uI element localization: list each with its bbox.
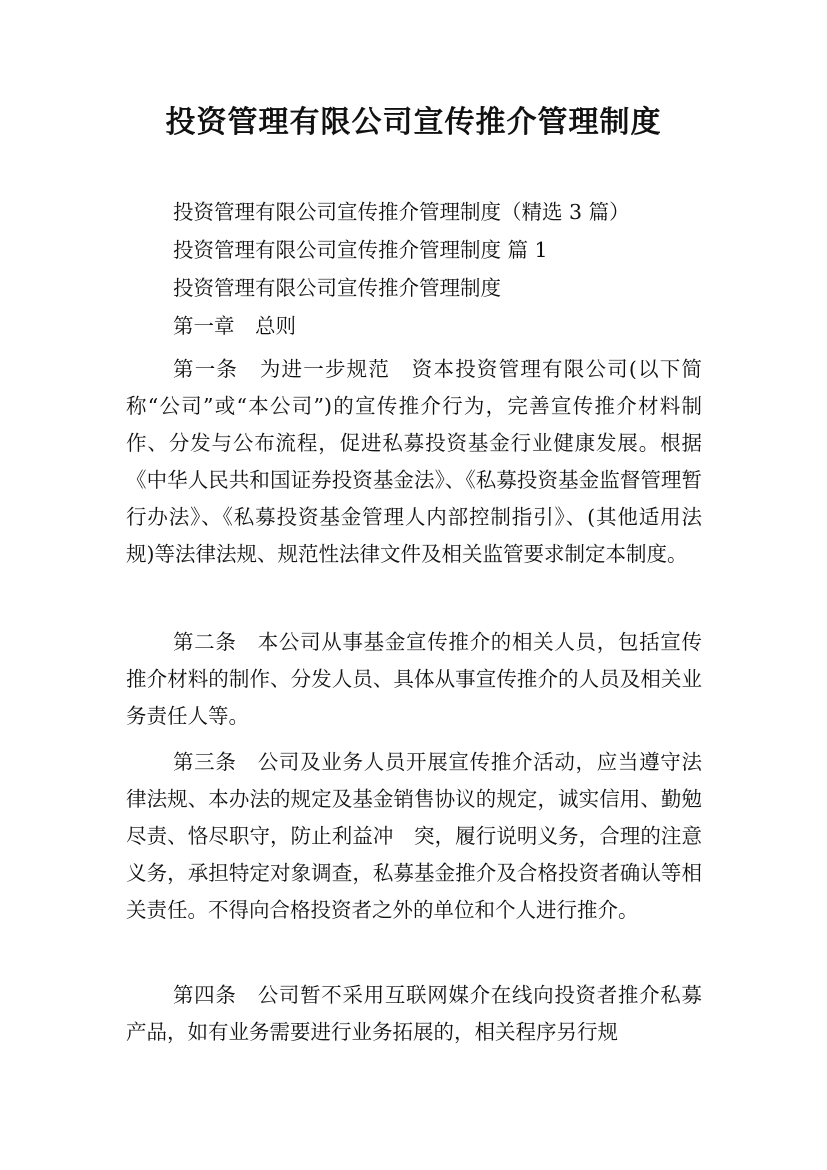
- chapter-heading: 第一章 总则: [173, 314, 296, 338]
- intro-line-1: 投资管理有限公司宣传推介管理制度（精选 3 篇）: [173, 200, 630, 224]
- intro-line-2: 投资管理有限公司宣传推介管理制度 篇 1: [173, 238, 548, 262]
- intro-line-3: 投资管理有限公司宣传推介管理制度: [173, 276, 501, 300]
- article-4-paragraph: 第四条 公司暂不采用互联网媒介在线向投资者推介私募产品，如有业务需要进行业务拓展的，相关程序另行规: [126, 982, 702, 1044]
- article-2-paragraph: 第二条 本公司从事基金宣传推介的相关人员，包括宣传推介材料的制作、分发人员、具体从事宣传推介的人员及相关业务责任人等。: [126, 629, 702, 728]
- article-3-paragraph: 第三条 公司及业务人员开展宣传推介活动，应当遵守法律法规、本办法的规定及基金销售协议的规定，诚实信用、勤勉尽责、恪尽职守，防止利益冲 突，履行说明义务，合理的注意义务，承担特定对象调查，私募基金推介及合格投资者确认等相关责任。不得向合格投资者之外的单位和个人进行推介。: [126, 749, 702, 922]
- article-1-paragraph: 第一条 为进一步规范 资本投资管理有限公司(以下简称“公司”或“本公司”)的宣传推介行为，完善宣传推介材料制作、分发与公布流程，促进私募投资基金行业健康发展。根据《中华人民共和国证券投资基金法》、《私募投资基金监督管理暂行办法》、《私募投资基金管理人内部控制指引》、(其他适用法规)等法律法规、规范性法律文件及相关监管要求制定本制度。: [126, 356, 702, 566]
- document-title: 投资管理有限公司宣传推介管理制度: [165, 105, 662, 140]
